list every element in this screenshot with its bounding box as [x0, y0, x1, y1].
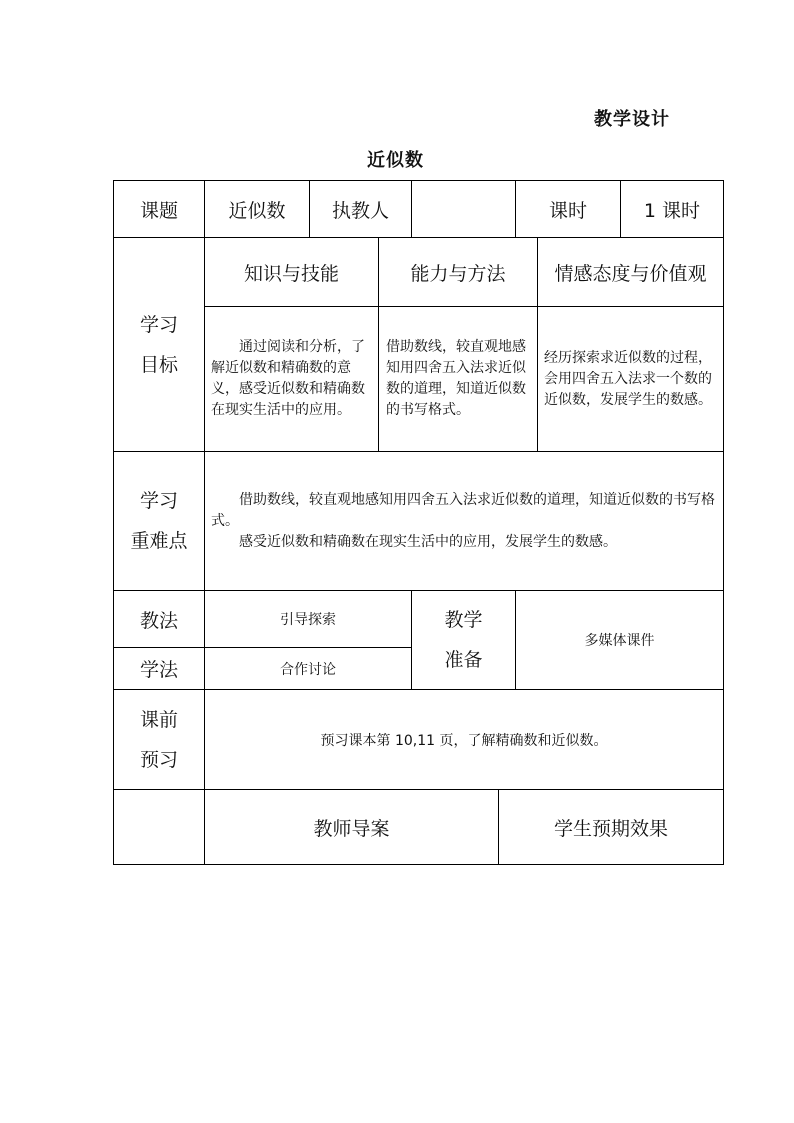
keypoints-para1: 借助数线，较直观地感知用四舍五入法求近似数的道理，知道近似数的书写格式。: [211, 491, 715, 529]
goals-label-line2: 目标: [139, 353, 178, 376]
doc-header-label: 教学设计: [594, 109, 670, 130]
prep-label: [411, 590, 516, 690]
goals-col1-header: 知识与技能: [204, 237, 379, 307]
preview-label-line2: 预习: [139, 748, 178, 771]
teacher-value: [411, 180, 516, 238]
goals-col3-header: 情感态度与价值观: [537, 237, 724, 307]
goals-col3-text: 经历探索求近似数的过程，会用四舍五入法求一个数的近似数，发展学生的数感。: [544, 349, 712, 408]
goals-label: [113, 237, 205, 452]
period-label: 课时: [515, 180, 621, 238]
expected-effect-header: 学生预期效果: [498, 789, 724, 865]
period-value: 1 课时: [620, 180, 724, 238]
goals-col1-cell: [204, 306, 379, 452]
keypoints-label: [113, 451, 205, 591]
goals-col1-text: 通过阅读和分析，了解近似数和精确数的意义，感受近似数和精确数在现实生活中的应用。: [211, 339, 365, 418]
topic-label: 课题: [113, 180, 205, 238]
teacher-label: 执教人: [309, 180, 412, 238]
goals-label-line1: 学习: [139, 313, 178, 336]
goals-col2-header: 能力与方法: [378, 237, 538, 307]
goals-col3-cell: [537, 306, 724, 452]
keypoints-label-line1: 学习: [139, 490, 178, 512]
preview-label-line1: 课前: [139, 708, 178, 731]
keypoints-cell: [204, 451, 724, 591]
prep-value: 多媒体课件: [515, 590, 724, 690]
prep-label-line1: 教学: [444, 609, 483, 631]
keypoints-content: [211, 490, 717, 553]
goals-col2-cell: [378, 306, 538, 452]
preview-label: [113, 689, 205, 790]
doc-title: 近似数: [367, 150, 424, 171]
teacher-guide-header: 教师导案: [204, 789, 499, 865]
learning-method-label: 学法: [113, 647, 205, 690]
keypoints-para2: 感受近似数和精确数在现实生活中的应用，发展学生的数感。: [211, 533, 617, 550]
preview-text: 预习课本第 10,11 页，了解精确数和近似数。: [204, 689, 724, 790]
keypoints-label-line2: 重难点: [130, 530, 188, 552]
prep-label-line2: 准备: [444, 649, 483, 671]
teaching-method-label: 教法: [113, 590, 205, 648]
topic-value: 近似数: [204, 180, 310, 238]
teaching-method-value: 引导探索: [204, 590, 412, 648]
learning-method-value: 合作讨论: [204, 647, 412, 690]
last-row-col1: [113, 789, 205, 865]
goals-col2-text: 借助数线，较直观地感知用四舍五入法求近似数的道理，知道近似数的书写格式。: [386, 339, 526, 418]
